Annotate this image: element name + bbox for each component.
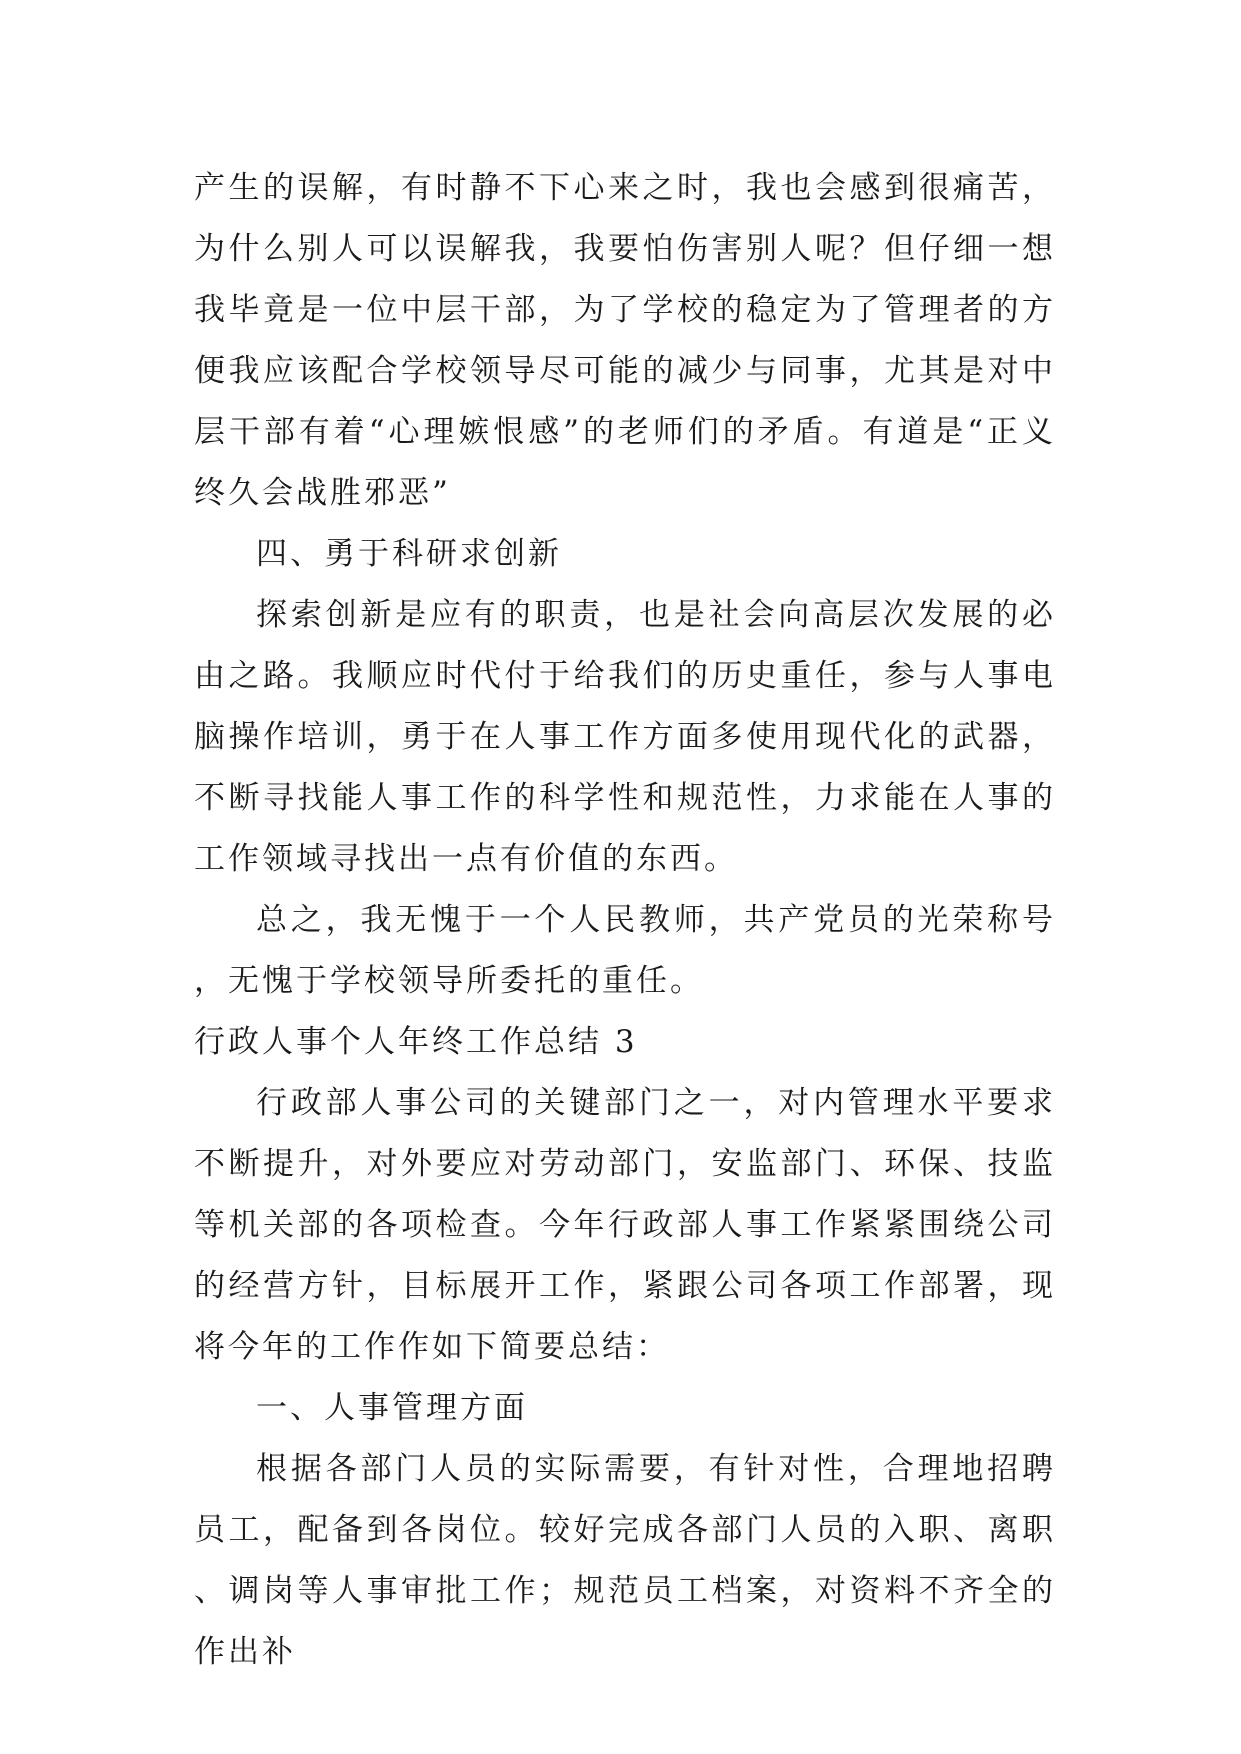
section-heading-summary-3: 行政人事个人年终工作总结 3 [194, 1024, 638, 1060]
subheading-hr-management: 一、人事管理方面 [256, 1390, 528, 1426]
paragraph-conclusion: 总之，我无愧于一个人民教师，共产党员的光荣称号，无愧于学校领导所委托的重任。 [194, 902, 1056, 999]
subheading-innovation: 四、勇于科研求创新 [256, 536, 562, 572]
document-body [194, 158, 1056, 1683]
paragraph-hr-management: 根据各部门人员的实际需要，有针对性，合理地招聘员工，配备到各岗位。较好完成各部门人员的入职、离职、调岗等人事审批工作；规范员工档案，对资料不齐全的作出补 [194, 1451, 1056, 1670]
paragraph-innovation: 探索创新是应有的职责，也是社会向高层次发展的必由之路。我顺应时代付于给我们的历史重任，参与人事电脑操作培训，勇于在人事工作方面多使用现代化的武器，不断寻找能人事工作的科学性和规范性，力求能在人事的工作领域寻找出一点有价值的东西。 [194, 597, 1056, 877]
paragraph-admin-intro: 行政部人事公司的关键部门之一，对内管理水平要求不断提升，对外要应对劳动部门，安监部门、环保、技监等机关部的各项检查。今年行政部人事工作紧紧围绕公司的经营方针，目标展开工作，紧跟公司各项工作部署，现将今年的工作作如下简要总结： [194, 1085, 1056, 1365]
paragraph-misunderstanding: 产生的误解，有时静不下心来之时，我也会感到很痛苦，为什么别人可以误解我，我要怕伤害别人呢？但仔细一想我毕竟是一位中层干部，为了学校的稳定为了管理者的方便我应该配合学校领导尽可能的减少与同事，尤其是对中层干部有着“心理嫉恨感”的老师们的矛盾。有道是“正义终久会战胜邪恶” [194, 170, 1056, 511]
